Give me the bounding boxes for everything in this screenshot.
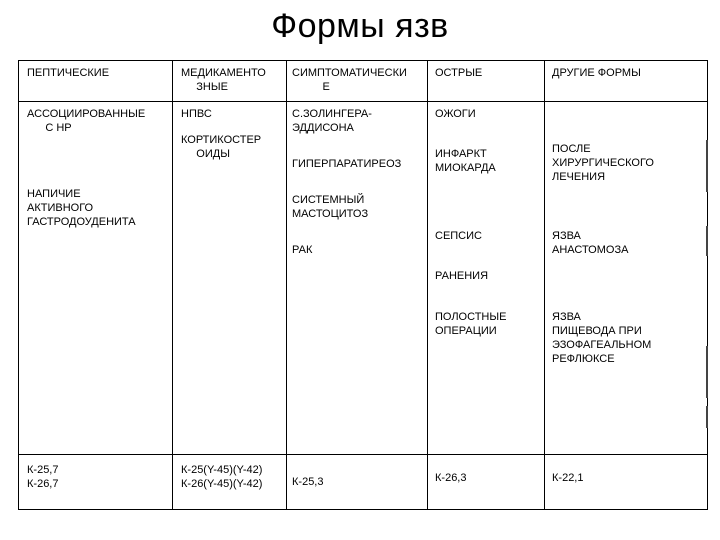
footer-code-drug-induced: К-25(Y-45)(Y-42) К-26(Y-45)(Y-42)	[181, 464, 263, 490]
header-other-forms: ДРУГИЕ ФОРМЫ	[552, 67, 641, 79]
cell-zollinger-ellison: С.ЗОЛИНГЕРА- ЭДДИСОНА	[292, 108, 372, 134]
footer-code-peptic: К-25,7 К-26,7	[27, 464, 59, 490]
cell-cancer: РАК	[292, 244, 313, 256]
column-divider-4	[544, 61, 545, 509]
edge-mark	[706, 140, 708, 192]
edge-mark	[706, 226, 708, 256]
header-drug-induced: МЕДИКАМЕНТО ЗНЫЕ	[181, 67, 266, 93]
footer-code-other: К-22,1	[552, 472, 584, 484]
footer-code-symptomatic: К-25,3	[292, 476, 324, 488]
cell-myocardial-infarction: ИНФАРКТ МИОКАРДА	[435, 148, 496, 174]
header-peptic: ПЕПТИЧЕСКИЕ	[27, 67, 110, 79]
cell-esophageal-reflux-ulcer: ЯЗВА ПИЩЕВОДА ПРИ ЭЗОФАГЕАЛЬНОМ РЕФЛЮКСЕ	[552, 311, 652, 365]
cell-hyperparathyroidism: ГИПЕРПАРАТИРЕОЗ	[292, 158, 402, 170]
ulcer-forms-table	[18, 60, 708, 510]
header-symptomatic: СИМПТОМАТИЧЕСКИ Е	[292, 67, 407, 93]
footer-code-acute: К-26,3	[435, 472, 467, 484]
cell-hp-associated: АССОЦИИРОВАННЫЕ С HP	[27, 108, 146, 134]
header-divider	[19, 101, 707, 102]
edge-mark	[706, 406, 708, 428]
cell-sepsis: СЕПСИС	[435, 230, 482, 242]
cell-systemic-mastocytosis: СИСТЕМНЫЙ МАСТОЦИТОЗ	[292, 194, 369, 220]
cell-active-gastroduodenitis: НАПИЧИЕ АКТИВНОГО ГАСТРОДОУДЕНИТА	[27, 188, 136, 228]
cell-nsaids: НПВС	[181, 108, 212, 120]
cell-abdominal-surgery: ПОЛОСТНЫЕ ОПЕРАЦИИ	[435, 311, 507, 337]
cell-burns: ОЖОГИ	[435, 108, 476, 120]
cell-corticosteroids: КОРТИКОСТЕР ОИДЫ	[181, 134, 262, 160]
column-divider-3	[427, 61, 428, 509]
column-divider-1	[172, 61, 173, 509]
column-divider-2	[286, 61, 287, 509]
cell-post-surgical: ПОСЛЕ ХИРУРГИЧЕСКОГО ЛЕЧЕНИЯ	[552, 143, 654, 183]
cell-injuries: РАНЕНИЯ	[435, 270, 489, 282]
edge-mark	[706, 346, 708, 398]
slide-title: Формы язв	[271, 7, 449, 45]
cell-anastomosis-ulcer: ЯЗВА АНАСТОМОЗА	[552, 230, 629, 256]
header-acute: ОСТРЫЕ	[435, 67, 483, 79]
footer-divider	[19, 454, 707, 455]
